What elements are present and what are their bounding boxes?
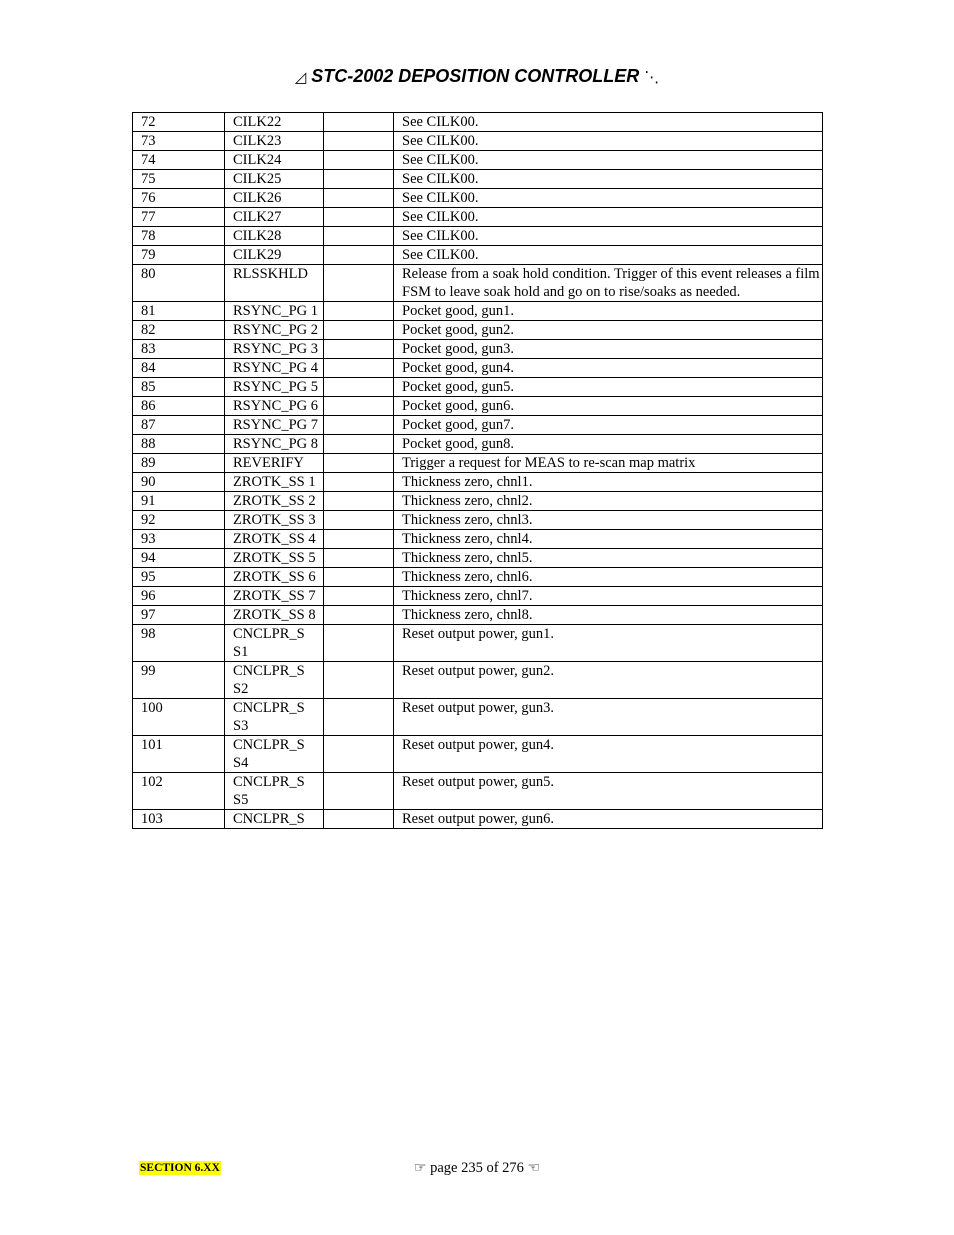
table-row: [133, 359, 823, 378]
pointing-left-hand-icon: ☜: [527, 1160, 541, 1176]
table-row: [133, 302, 823, 321]
table-row: [133, 340, 823, 359]
event-description-cell: Thickness zero, chnl6.: [394, 568, 823, 587]
event-blank-cell: [324, 662, 394, 699]
event-description-cell: Reset output power, gun2.: [394, 662, 823, 699]
event-blank-cell: [324, 549, 394, 568]
event-name-cell: RSYNC_PG 3: [225, 340, 324, 359]
event-table: [132, 112, 823, 829]
event-description-cell: Pocket good, gun2.: [394, 321, 823, 340]
event-number-cell: 96: [133, 587, 225, 606]
table-row: [133, 416, 823, 435]
event-number-cell: 81: [133, 302, 225, 321]
table-row: [133, 662, 823, 699]
table-row: [133, 170, 823, 189]
event-description-cell: Pocket good, gun5.: [394, 378, 823, 397]
event-number-cell: 88: [133, 435, 225, 454]
table-row: [133, 151, 823, 170]
event-blank-cell: [324, 454, 394, 473]
event-blank-cell: [324, 359, 394, 378]
table-row: [133, 530, 823, 549]
table-row: [133, 227, 823, 246]
table-row: [133, 189, 823, 208]
event-description-cell: Reset output power, gun6.: [394, 810, 823, 829]
event-description-cell: See CILK00.: [394, 189, 823, 208]
event-description-cell: Pocket good, gun3.: [394, 340, 823, 359]
event-name-cell: ZROTK_SS 8: [225, 606, 324, 625]
page-number: [0, 1160, 954, 1177]
table-row: [133, 378, 823, 397]
table-row: [133, 492, 823, 511]
page-header: [0, 66, 954, 87]
event-blank-cell: [324, 151, 394, 170]
event-description-cell: Release from a soak hold condition. Trigger of this event releases a film FSM to leave soak hold and go on to rise/soaks as needed.: [394, 265, 823, 302]
event-name-cell: CILK28: [225, 227, 324, 246]
event-number-cell: 76: [133, 189, 225, 208]
event-number-cell: 73: [133, 132, 225, 151]
event-name-cell: CILK27: [225, 208, 324, 227]
event-name-cell: ZROTK_SS 5: [225, 549, 324, 568]
event-blank-cell: [324, 397, 394, 416]
event-description-cell: Trigger a request for MEAS to re-scan map matrix: [394, 454, 823, 473]
event-number-cell: 95: [133, 568, 225, 587]
event-description-cell: See CILK00.: [394, 227, 823, 246]
event-blank-cell: [324, 699, 394, 736]
event-name-cell: ZROTK_SS 3: [225, 511, 324, 530]
event-name-cell: CNCLPR_S S1: [225, 625, 324, 662]
event-blank-cell: [324, 473, 394, 492]
event-name-cell: CNCLPR_S S4: [225, 736, 324, 773]
table-row: [133, 454, 823, 473]
event-name-cell: ZROTK_SS 2: [225, 492, 324, 511]
event-description-cell: See CILK00.: [394, 113, 823, 132]
table-row: [133, 435, 823, 454]
event-description-cell: See CILK00.: [394, 208, 823, 227]
event-blank-cell: [324, 246, 394, 265]
event-blank-cell: [324, 340, 394, 359]
event-number-cell: 91: [133, 492, 225, 511]
event-blank-cell: [324, 208, 394, 227]
event-number-cell: 75: [133, 170, 225, 189]
event-blank-cell: [324, 378, 394, 397]
event-number-cell: 83: [133, 340, 225, 359]
event-blank-cell: [324, 113, 394, 132]
event-name-cell: CILK24: [225, 151, 324, 170]
pointing-right-hand-icon: ☞: [413, 1160, 427, 1176]
event-name-cell: RSYNC_PG 1: [225, 302, 324, 321]
event-blank-cell: [324, 511, 394, 530]
event-description-cell: See CILK00.: [394, 170, 823, 189]
event-name-cell: ZROTK_SS 1: [225, 473, 324, 492]
event-description-cell: Thickness zero, chnl4.: [394, 530, 823, 549]
table-row: [133, 549, 823, 568]
event-blank-cell: [324, 773, 394, 810]
event-blank-cell: [324, 265, 394, 302]
event-number-cell: 99: [133, 662, 225, 699]
event-blank-cell: [324, 435, 394, 454]
document-title: STC-2002 DEPOSITION CONTROLLER: [311, 66, 640, 86]
event-name-cell: RSYNC_PG 5: [225, 378, 324, 397]
event-number-cell: 74: [133, 151, 225, 170]
event-description-cell: See CILK00.: [394, 246, 823, 265]
event-blank-cell: [324, 302, 394, 321]
event-blank-cell: [324, 810, 394, 829]
event-number-cell: 93: [133, 530, 225, 549]
event-blank-cell: [324, 736, 394, 773]
event-name-cell: CILK29: [225, 246, 324, 265]
left-ornament-icon: ◿: [294, 69, 307, 86]
event-name-cell: RSYNC_PG 6: [225, 397, 324, 416]
table-row: [133, 587, 823, 606]
table-row: [133, 606, 823, 625]
event-blank-cell: [324, 132, 394, 151]
table-row: [133, 208, 823, 227]
event-number-cell: 72: [133, 113, 225, 132]
event-description-cell: Pocket good, gun6.: [394, 397, 823, 416]
event-description-cell: Pocket good, gun1.: [394, 302, 823, 321]
table-row: [133, 568, 823, 587]
table-row: [133, 773, 823, 810]
event-blank-cell: [324, 189, 394, 208]
event-name-cell: CILK25: [225, 170, 324, 189]
event-blank-cell: [324, 492, 394, 511]
event-number-cell: 98: [133, 625, 225, 662]
event-number-cell: 87: [133, 416, 225, 435]
event-blank-cell: [324, 587, 394, 606]
event-number-cell: 89: [133, 454, 225, 473]
event-description-cell: Reset output power, gun5.: [394, 773, 823, 810]
event-number-cell: 102: [133, 773, 225, 810]
event-blank-cell: [324, 568, 394, 587]
event-description-cell: Pocket good, gun8.: [394, 435, 823, 454]
event-description-cell: Thickness zero, chnl3.: [394, 511, 823, 530]
event-number-cell: 103: [133, 810, 225, 829]
event-description-cell: Reset output power, gun1.: [394, 625, 823, 662]
event-blank-cell: [324, 606, 394, 625]
event-description-cell: Thickness zero, chnl5.: [394, 549, 823, 568]
event-number-cell: 77: [133, 208, 225, 227]
event-name-cell: CNCLPR_S: [225, 810, 324, 829]
table-row: [133, 132, 823, 151]
event-number-cell: 101: [133, 736, 225, 773]
event-name-cell: CNCLPR_S S3: [225, 699, 324, 736]
table-row: [133, 246, 823, 265]
event-description-cell: Pocket good, gun7.: [394, 416, 823, 435]
event-description-cell: Reset output power, gun3.: [394, 699, 823, 736]
event-table-body: [133, 113, 823, 829]
event-name-cell: CILK23: [225, 132, 324, 151]
event-blank-cell: [324, 530, 394, 549]
event-number-cell: 90: [133, 473, 225, 492]
event-name-cell: CNCLPR_S S2: [225, 662, 324, 699]
table-row: [133, 473, 823, 492]
event-description-cell: Thickness zero, chnl2.: [394, 492, 823, 511]
table-row: [133, 511, 823, 530]
table-row: [133, 625, 823, 662]
event-number-cell: 84: [133, 359, 225, 378]
event-name-cell: ZROTK_SS 7: [225, 587, 324, 606]
event-number-cell: 86: [133, 397, 225, 416]
event-number-cell: 79: [133, 246, 225, 265]
event-description-cell: Pocket good, gun4.: [394, 359, 823, 378]
event-blank-cell: [324, 416, 394, 435]
event-name-cell: RLSSKHLD: [225, 265, 324, 302]
event-number-cell: 92: [133, 511, 225, 530]
event-description-cell: Thickness zero, chnl7.: [394, 587, 823, 606]
event-name-cell: CILK22: [225, 113, 324, 132]
table-row: [133, 699, 823, 736]
event-number-cell: 97: [133, 606, 225, 625]
event-name-cell: RSYNC_PG 7: [225, 416, 324, 435]
event-number-cell: 100: [133, 699, 225, 736]
event-blank-cell: [324, 321, 394, 340]
event-name-cell: ZROTK_SS 6: [225, 568, 324, 587]
section-label: SECTION 6.XX: [140, 1162, 220, 1174]
table-row: [133, 397, 823, 416]
event-name-cell: RSYNC_PG 4: [225, 359, 324, 378]
event-name-cell: CNCLPR_S S5: [225, 773, 324, 810]
table-row: [133, 113, 823, 132]
event-description-cell: Reset output power, gun4.: [394, 736, 823, 773]
event-description-cell: See CILK00.: [394, 151, 823, 170]
table-row: [133, 810, 823, 829]
event-blank-cell: [324, 170, 394, 189]
event-name-cell: RSYNC_PG 8: [225, 435, 324, 454]
event-name-cell: REVERIFY: [225, 454, 324, 473]
event-number-cell: 78: [133, 227, 225, 246]
event-name-cell: ZROTK_SS 4: [225, 530, 324, 549]
table-row: [133, 265, 823, 302]
event-number-cell: 80: [133, 265, 225, 302]
event-blank-cell: [324, 625, 394, 662]
right-ornament-icon: ⋱: [644, 69, 660, 86]
event-description-cell: Thickness zero, chnl8.: [394, 606, 823, 625]
event-name-cell: RSYNC_PG 2: [225, 321, 324, 340]
table-row: [133, 321, 823, 340]
event-number-cell: 85: [133, 378, 225, 397]
event-blank-cell: [324, 227, 394, 246]
event-number-cell: 94: [133, 549, 225, 568]
event-description-cell: See CILK00.: [394, 132, 823, 151]
page-number-text: page 235 of 276: [430, 1160, 524, 1176]
event-name-cell: CILK26: [225, 189, 324, 208]
table-row: [133, 736, 823, 773]
event-number-cell: 82: [133, 321, 225, 340]
event-description-cell: Thickness zero, chnl1.: [394, 473, 823, 492]
